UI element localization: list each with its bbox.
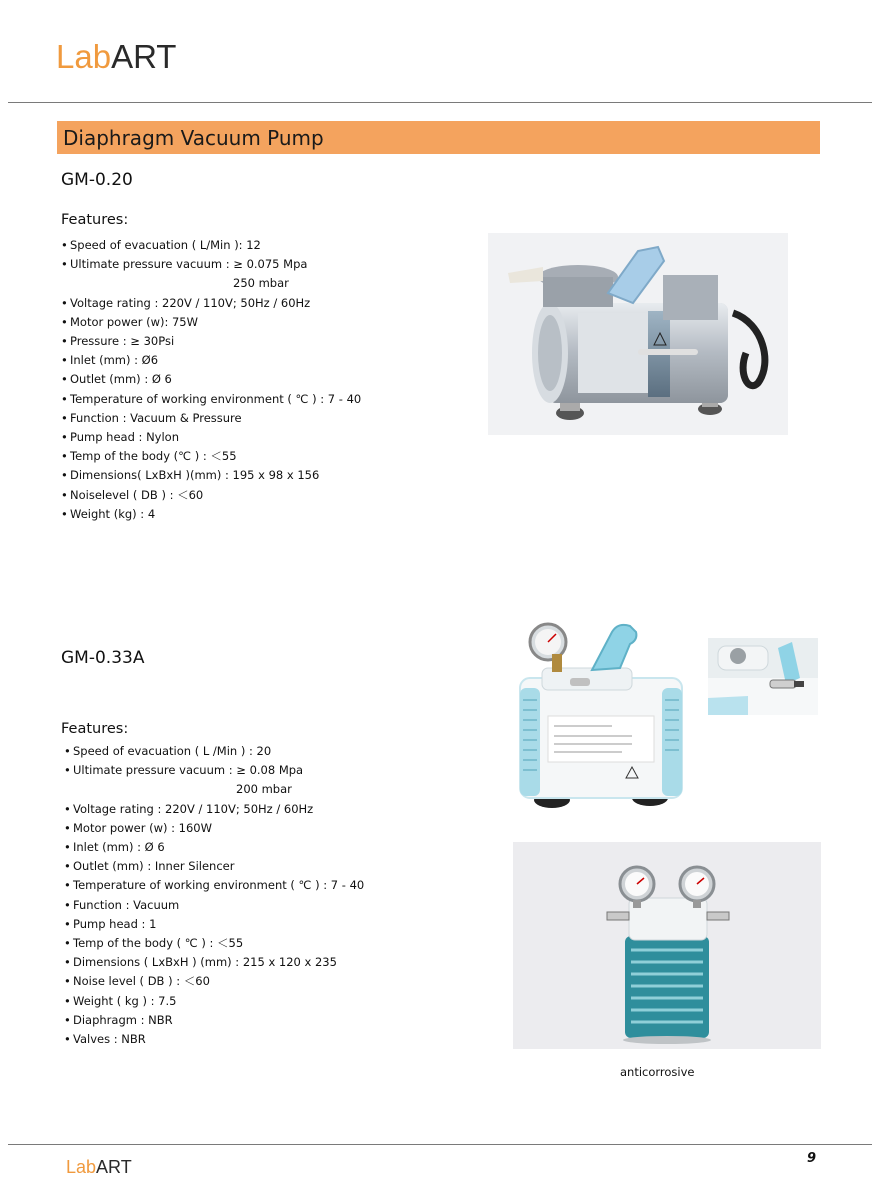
section-title-bar: [57, 121, 820, 154]
brand-logo-header: [56, 38, 176, 76]
feature-item: • Inlet (mm) : Ø 6: [64, 840, 165, 855]
product-1-model: GM-0.20: [61, 170, 133, 190]
feature-item: • Ultimate pressure vacuum : ≥ 0.075 Mpa: [61, 257, 308, 272]
product-2-photo-anticorrosive: [513, 842, 821, 1049]
feature-item: • Noise level ( DB ) : ＜60: [64, 974, 210, 989]
feature-item: • Motor power (w) : 160W: [64, 820, 212, 835]
feature-item: • Pressure : ≥ 30Psi: [61, 334, 175, 349]
feature-item: • Speed of evacuation ( L /Min ) : 20: [64, 744, 272, 758]
product-1-features-title: Features:: [61, 212, 129, 228]
feature-item: • Outlet (mm) : Ø 6: [61, 372, 172, 387]
product-2-features-list: [64, 742, 364, 1049]
brand-logo-footer: [66, 1157, 132, 1178]
feature-item: • Outlet (mm) : Inner Silencer: [64, 859, 235, 874]
feature-item: • Function : Vacuum & Pressure: [61, 410, 242, 425]
feature-item: • Noiselevel ( DB ) : ＜60: [61, 487, 204, 502]
brand-logo-art: ART: [111, 38, 177, 75]
page-number: 9: [807, 1151, 817, 1166]
product-2-photo-main: [512, 618, 692, 818]
product-2-features-title: Features:: [61, 721, 129, 737]
feature-item: • Temp of the body (℃ ) : ＜55: [61, 449, 237, 464]
feature-item: • Voltage rating : 220V / 110V; 50Hz / 60Hz: [64, 801, 314, 816]
feature-item: • Temp of the body ( ℃ ) : ＜55: [64, 936, 244, 951]
feature-item: • Pump head : 1: [64, 916, 157, 931]
feature-item: • Pump head : Nylon: [61, 430, 180, 445]
product-2-photo-detail: [708, 638, 818, 715]
feature-item: • Function : Vacuum: [64, 897, 180, 912]
feature-item: • Motor power (w): 75W: [61, 314, 198, 329]
feature-item: • Inlet (mm) : Ø6: [61, 353, 159, 368]
brand-logo-art: ART: [96, 1157, 132, 1177]
feature-item: • Weight ( kg ) : 7.5: [64, 993, 177, 1008]
product-2-model: GM-0.33A: [61, 648, 145, 668]
product-1-features-list: [61, 236, 361, 524]
header-divider: [8, 102, 872, 103]
brand-logo-lab: Lab: [66, 1157, 97, 1177]
feature-item: • Weight (kg) : 4: [61, 506, 156, 521]
section-title: Diaphragm Vacuum Pump: [63, 126, 324, 150]
feature-item: • Dimensions( LxBxH )(mm) : 195 x 98 x 156: [61, 468, 320, 483]
feature-item: • Valves : NBR: [64, 1032, 146, 1047]
feature-item: • Temperature of working environment ( ℃ ) : 7 - 40: [61, 391, 362, 406]
image-caption: anticorrosive: [620, 1065, 695, 1079]
feature-item-continuation: 200 mbar: [236, 782, 292, 797]
feature-item: • Dimensions ( LxBxH ) (mm) : 215 x 120 x 235: [64, 955, 337, 970]
feature-item: • Speed of evacuation ( L/Min ): 12: [61, 238, 261, 252]
feature-item: • Temperature of working environment ( ℃ ) : 7 - 40: [64, 878, 365, 893]
brand-logo-lab: Lab: [56, 38, 112, 75]
product-1-photo: [488, 233, 788, 435]
footer-divider: [8, 1144, 872, 1145]
feature-item: • Diaphragm : NBR: [64, 1012, 173, 1027]
feature-item: • Voltage rating : 220V / 110V; 50Hz / 60Hz: [61, 295, 311, 310]
feature-item-continuation: 250 mbar: [233, 276, 289, 291]
feature-item: • Ultimate pressure vacuum : ≥ 0.08 Mpa: [64, 763, 304, 778]
